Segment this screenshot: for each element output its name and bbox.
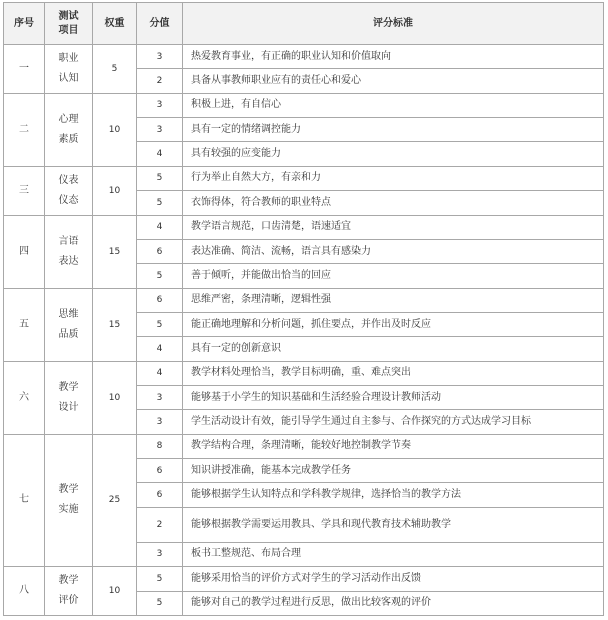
row-score: 5 <box>137 191 183 215</box>
row-criterion: 能够基于小学生的知识基础和生活经验合理设计教师活动 <box>183 386 604 410</box>
row-criterion: 衣饰得体，符合教师的职业特点 <box>183 191 604 215</box>
row-criterion: 能够根据学生认知特点和学科教学规律，选择恰当的教学方法 <box>183 483 604 507</box>
group-weight: 10 <box>93 166 137 215</box>
table-row <box>4 166 604 190</box>
row-criterion: 表达准确、简洁、流畅，语言具有感染力 <box>183 239 604 263</box>
group-item-line2: 素质 <box>58 133 79 145</box>
table-row <box>4 288 604 312</box>
table-row <box>4 567 604 591</box>
row-score: 6 <box>137 483 183 507</box>
header-item-line1: 测试 <box>58 10 79 22</box>
group-item-line1: 教学 <box>58 484 79 496</box>
row-score: 4 <box>137 337 183 361</box>
group-index: 五 <box>4 288 45 361</box>
group-weight: 10 <box>93 93 137 166</box>
group-item-line1: 职业 <box>58 52 79 64</box>
group-index: 六 <box>4 361 45 434</box>
table-row <box>4 45 604 69</box>
row-score: 6 <box>137 239 183 263</box>
row-criterion: 能够采用恰当的评价方式对学生的学习活动作出反馈 <box>183 567 604 591</box>
group-index: 一 <box>4 45 45 94</box>
row-criterion: 积极上进，有自信心 <box>183 93 604 117</box>
group-item-line1: 仪表 <box>58 174 79 186</box>
group-weight: 5 <box>93 45 137 94</box>
row-criterion: 具备从事教师职业应有的责任心和爱心 <box>183 69 604 93</box>
header-item-line2: 项目 <box>58 24 79 36</box>
row-criterion: 板书工整规范、布局合理 <box>183 542 604 566</box>
row-criterion: 具有一定的情绪调控能力 <box>183 118 604 142</box>
row-criterion: 能够对自己的教学过程进行反思，做出比较客观的评价 <box>183 591 604 616</box>
group-item-line1: 思维 <box>58 308 79 320</box>
group-index: 八 <box>4 567 45 616</box>
group-item <box>45 93 93 166</box>
row-score: 2 <box>137 507 183 542</box>
header-score: 分值 <box>137 3 183 45</box>
row-score: 3 <box>137 386 183 410</box>
table-row <box>4 361 604 385</box>
group-item-line1: 言语 <box>58 235 79 247</box>
group-item <box>45 434 93 566</box>
row-criterion: 知识讲授准确，能基本完成教学任务 <box>183 459 604 483</box>
table-row <box>4 434 604 458</box>
group-item-line2: 仪态 <box>58 194 79 206</box>
group-weight: 15 <box>93 288 137 361</box>
table-row <box>4 93 604 117</box>
group-weight: 25 <box>93 434 137 566</box>
row-score: 5 <box>137 312 183 336</box>
row-score: 5 <box>137 166 183 190</box>
group-item-line1: 教学 <box>58 575 79 587</box>
header-row <box>4 3 604 45</box>
group-item-line2: 评价 <box>58 595 79 607</box>
row-score: 5 <box>137 567 183 591</box>
header-index: 序号 <box>4 3 45 45</box>
scoring-table <box>3 2 604 616</box>
row-criterion: 教学材料处理恰当，教学目标明确，重、难点突出 <box>183 361 604 385</box>
table-row <box>4 215 604 239</box>
row-criterion: 行为举止自然大方，有亲和力 <box>183 166 604 190</box>
row-score: 8 <box>137 434 183 458</box>
group-item <box>45 288 93 361</box>
row-score: 3 <box>137 45 183 69</box>
row-criterion: 具有较强的应变能力 <box>183 142 604 166</box>
group-weight: 10 <box>93 361 137 434</box>
row-score: 3 <box>137 118 183 142</box>
group-weight: 15 <box>93 215 137 288</box>
group-item-line1: 心理 <box>58 113 79 125</box>
row-score: 4 <box>137 215 183 239</box>
group-item <box>45 215 93 288</box>
group-item-line2: 表达 <box>58 255 79 267</box>
group-item <box>45 567 93 616</box>
row-score: 4 <box>137 142 183 166</box>
group-index: 二 <box>4 93 45 166</box>
row-score: 6 <box>137 459 183 483</box>
row-score: 2 <box>137 69 183 93</box>
row-score: 3 <box>137 93 183 117</box>
header-criteria: 评分标准 <box>183 3 604 45</box>
group-weight: 10 <box>93 567 137 616</box>
group-item-line2: 实施 <box>58 504 79 516</box>
group-item-line1: 教学 <box>58 381 79 393</box>
row-criterion: 思维严密，条理清晰，逻辑性强 <box>183 288 604 312</box>
group-item-line2: 认知 <box>58 72 79 84</box>
header-weight: 权重 <box>93 3 137 45</box>
row-score: 3 <box>137 542 183 566</box>
row-criterion: 热爱教育事业，有正确的职业认知和价值取向 <box>183 45 604 69</box>
row-criterion: 善于倾听，并能做出恰当的回应 <box>183 264 604 288</box>
row-score: 5 <box>137 591 183 616</box>
row-criterion: 教学结构合理，条理清晰，能较好地控制教学节奏 <box>183 434 604 458</box>
group-item <box>45 361 93 434</box>
row-criterion: 学生活动设计有效，能引导学生通过自主参与、合作探究的方式达成学习目标 <box>183 410 604 434</box>
table-body <box>4 45 604 616</box>
group-item <box>45 45 93 94</box>
row-criterion: 能够根据教学需要运用教具、学具和现代教育技术辅助教学 <box>183 507 604 542</box>
group-item <box>45 166 93 215</box>
row-criterion: 能正确地理解和分析问题，抓住要点，并作出及时反应 <box>183 312 604 336</box>
row-score: 3 <box>137 410 183 434</box>
group-index: 四 <box>4 215 45 288</box>
group-index: 三 <box>4 166 45 215</box>
group-item-line2: 品质 <box>58 328 79 340</box>
group-item-line2: 设计 <box>58 401 79 413</box>
row-score: 4 <box>137 361 183 385</box>
scoring-sheet <box>3 2 604 616</box>
row-score: 5 <box>137 264 183 288</box>
group-index: 七 <box>4 434 45 566</box>
row-score: 6 <box>137 288 183 312</box>
header-item <box>45 3 93 45</box>
row-criterion: 具有一定的创新意识 <box>183 337 604 361</box>
row-criterion: 教学语言规范，口齿清楚，语速适宜 <box>183 215 604 239</box>
